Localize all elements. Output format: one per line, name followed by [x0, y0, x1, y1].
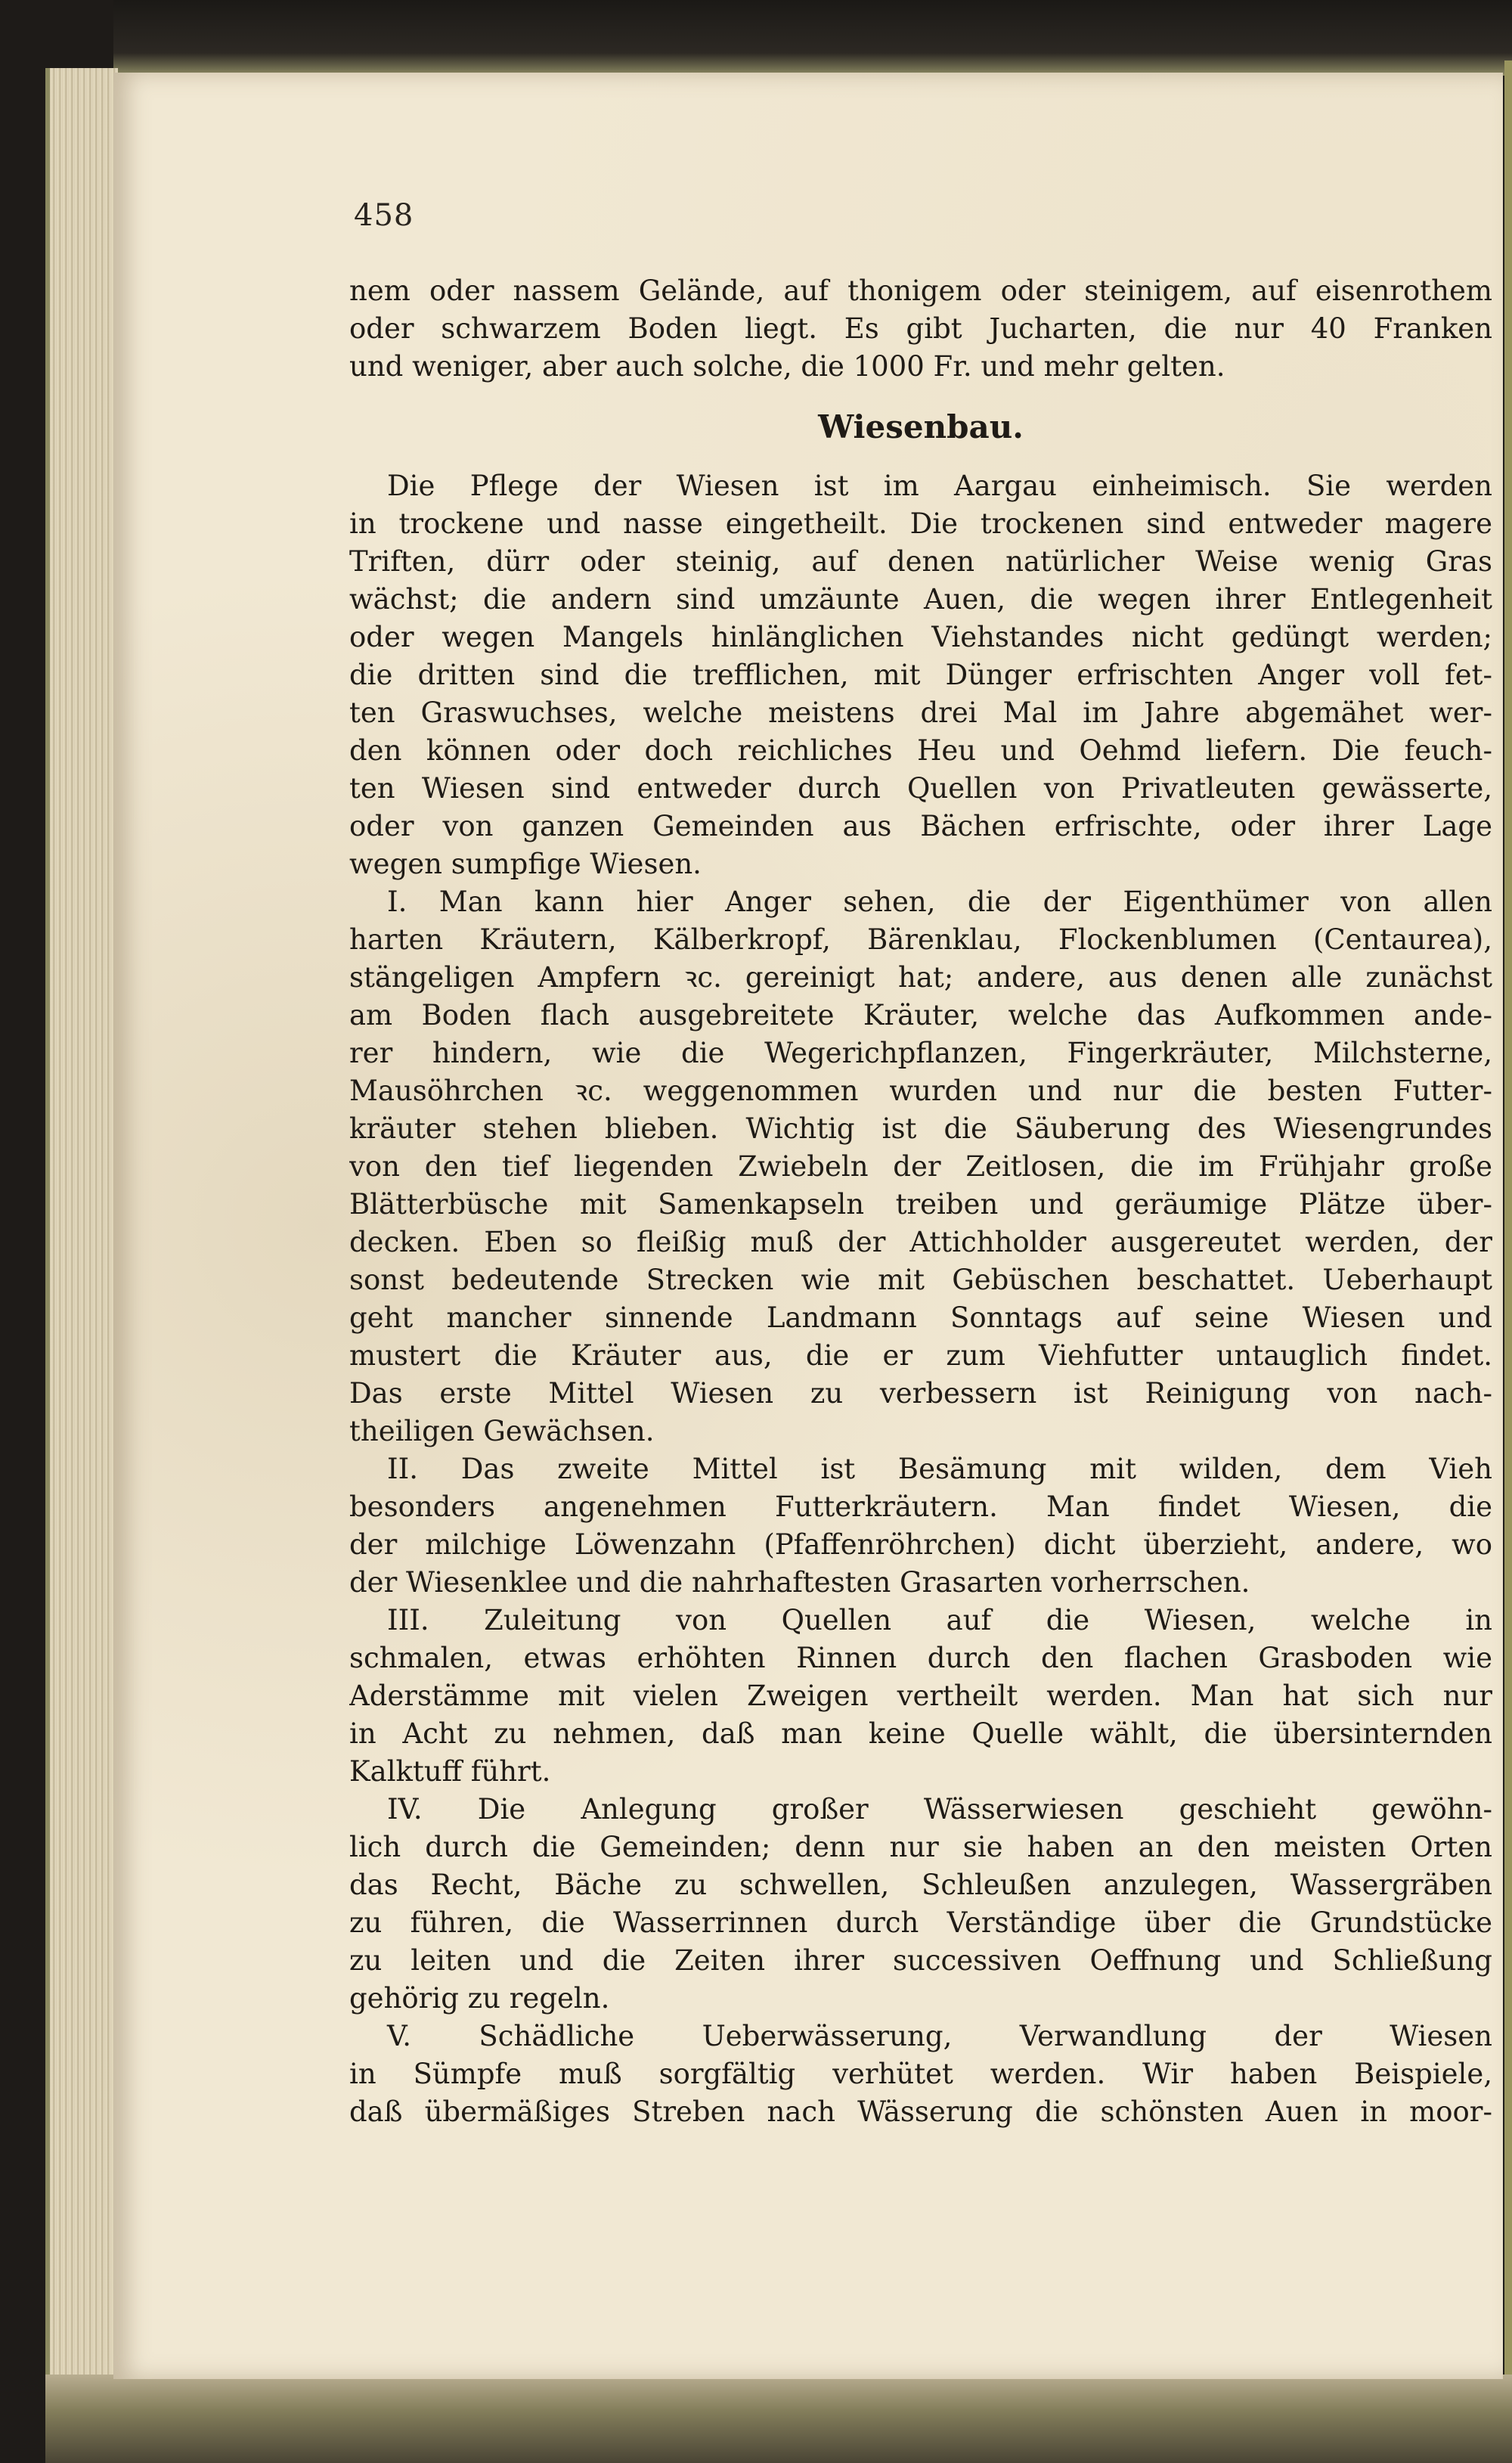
text-line: Triften, dürr oder steinig, auf denen natürlicher Weise wenig Gras: [349, 545, 1492, 578]
text-line: V. Schädliche Ueberwässerung, Verwandlung der Wiesen: [387, 2020, 1492, 2052]
text-line: oder von ganzen Gemeinden aus Bächen erfrischte, oder ihrer Lage: [349, 810, 1492, 842]
page-number: 458: [354, 198, 414, 233]
text-line: und weniger, aber auch solche, die 1000 Fr. und mehr gelten.: [349, 350, 1225, 383]
text-line: lich durch die Gemeinden; denn nur sie haben an den meisten Orten: [349, 1831, 1492, 1863]
book-cover-top-edge: [113, 0, 1512, 76]
text-line: die dritten sind die trefflichen, mit Dünger erfrischten Anger voll fet-: [349, 659, 1492, 691]
text-line: Mausöhrchen ꝛc. weggenommen wurden und nur die besten Futter-: [349, 1075, 1492, 1107]
text-line: gehörig zu regeln.: [349, 1982, 610, 2015]
text-line: der Wiesenklee und die nahrhaftesten Grasarten vorherrschen.: [349, 1566, 1250, 1599]
text-line: decken. Eben so fleißig muß der Attichholder ausgereutet werden, der: [349, 1226, 1492, 1258]
text-line: zu leiten und die Zeiten ihrer successiven Oeffnung und Schließung: [349, 1944, 1492, 1977]
text-line: Das erste Mittel Wiesen zu verbessern ist Reinigung von nach-: [349, 1377, 1492, 1410]
text-line: in Acht zu nehmen, daß man keine Quelle wählt, die übersinternden: [349, 1717, 1492, 1750]
text-line: Aderstämme mit vielen Zweigen vertheilt werden. Man hat sich nur: [349, 1680, 1492, 1712]
text-line: III. Zuleitung von Quellen auf die Wiesen, welche in: [387, 1604, 1492, 1636]
book-cover-right-edge: [1504, 60, 1512, 2463]
text-line: Die Pflege der Wiesen ist im Aargau einheimisch. Sie werden: [387, 470, 1492, 502]
text-line: oder wegen Mangels hinlänglichen Viehstandes nicht gedüngt werden;: [349, 621, 1492, 653]
page-text-block: [349, 272, 1492, 2131]
text-line: daß übermäßiges Streben nach Wässerung die schönsten Auen in moor-: [349, 2095, 1492, 2128]
text-line: II. Das zweite Mittel ist Besämung mit wilden, dem Vieh: [387, 1453, 1492, 1485]
text-line: sonst bedeutende Strecken wie mit Gebüschen beschattet. Ueberhaupt: [349, 1264, 1492, 1296]
text-line: schmalen, etwas erhöhten Rinnen durch den flachen Grasboden wie: [349, 1642, 1492, 1674]
text-line: in Sümpfe muß sorgfältig verhütet werden. Wir haben Beispiele,: [349, 2058, 1492, 2090]
text-line: Blätterbüsche mit Samenkapseln treiben und geräumige Plätze über-: [349, 1188, 1492, 1221]
text-line: das Recht, Bäche zu schwellen, Schleußen anzulegen, Wassergräben: [349, 1869, 1492, 1901]
text-line: nem oder nassem Gelände, auf thonigem oder steinigem, auf eisenrothem: [349, 275, 1492, 307]
text-line: ten Graswuchses, welche meistens drei Mal im Jahre abgemähet wer-: [349, 696, 1492, 729]
text-line: den können oder doch reichliches Heu und Oehmd liefern. Die feuch-: [349, 734, 1492, 767]
text-line: oder schwarzem Boden liegt. Es gibt Jucharten, die nur 40 Franken: [349, 312, 1492, 345]
text-line: wegen sumpfige Wiesen.: [349, 848, 702, 880]
text-line: I. Man kann hier Anger sehen, die der Eigenthümer von allen: [387, 886, 1492, 918]
text-line: zu führen, die Wasserrinnen durch Verständige über die Grundstücke: [349, 1906, 1492, 1939]
text-line: ten Wiesen sind entweder durch Quellen von Privatleuten gewässerte,: [349, 772, 1492, 805]
text-line: geht mancher sinnende Landmann Sonntags auf seine Wiesen und: [349, 1301, 1492, 1334]
text-line: rer hindern, wie die Wegerichpflanzen, Fingerkräuter, Milchsterne,: [349, 1037, 1492, 1069]
page-stack-bottom-edge: [45, 2375, 1512, 2463]
text-line: in trockene und nasse eingetheilt. Die trockenen sind entweder magere: [349, 507, 1492, 540]
section-heading: Wiesenbau.: [818, 408, 1024, 445]
text-line: kräuter stehen blieben. Wichtig ist die Säuberung des Wiesengrundes: [349, 1112, 1492, 1145]
text-line: wächst; die andern sind umzäunte Auen, die wegen ihrer Entlegenheit: [349, 583, 1492, 616]
text-line: mustert die Kräuter aus, die er zum Viehfutter untauglich findet.: [349, 1339, 1492, 1372]
text-line: der milchige Löwenzahn (Pfaffenröhrchen) dicht überzieht, andere, wo: [349, 1528, 1492, 1561]
page-stack-left-edge: [45, 68, 118, 2382]
text-line: IV. Die Anlegung großer Wässerwiesen geschieht gewöhn-: [387, 1793, 1492, 1826]
text-line: harten Kräutern, Kälberkropf, Bärenklau, Flockenblumen (Centaurea),: [349, 923, 1492, 956]
text-line: Kalktuff führt.: [349, 1755, 551, 1788]
text-line: am Boden flach ausgebreitete Kräuter, welche das Aufkommen ande-: [349, 999, 1492, 1031]
text-line: stängeligen Ampfern ꝛc. gereinigt hat; andere, aus denen alle zunächst: [349, 961, 1492, 994]
text-line: von den tief liegenden Zwiebeln der Zeitlosen, die im Frühjahr große: [349, 1150, 1492, 1183]
text-line: besonders angenehmen Futterkräutern. Man findet Wiesen, die: [349, 1491, 1492, 1523]
text-line: theiligen Gewächsen.: [349, 1415, 655, 1447]
